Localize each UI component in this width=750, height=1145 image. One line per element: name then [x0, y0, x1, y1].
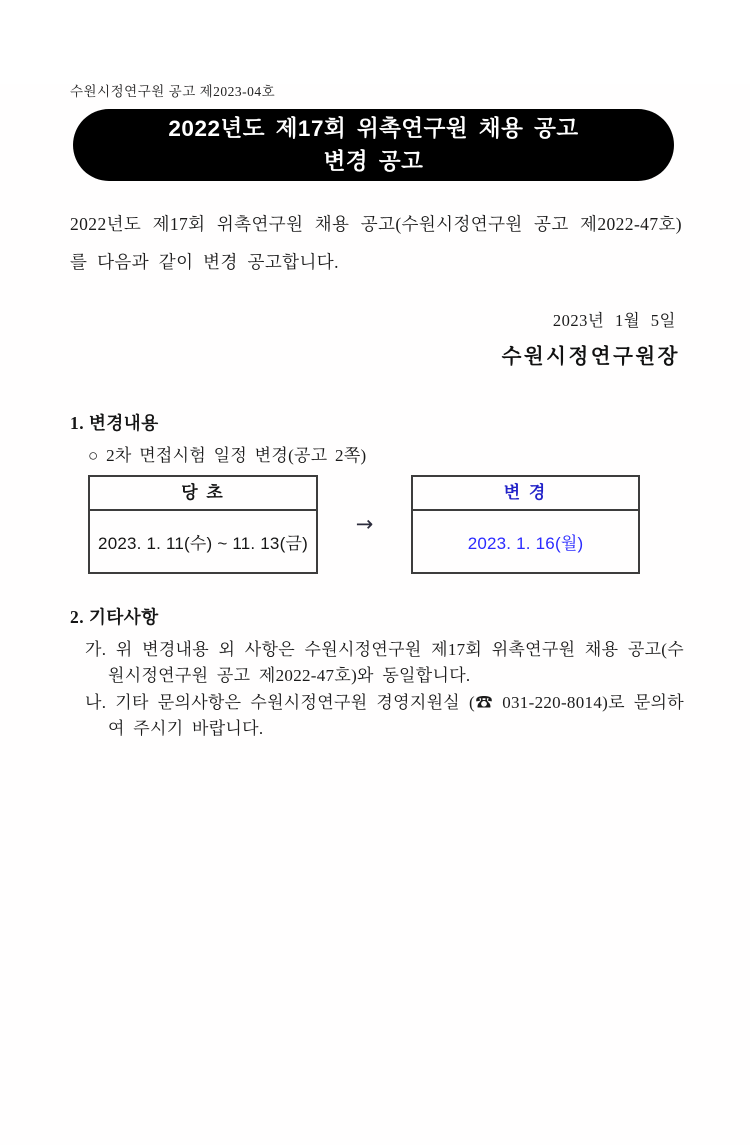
before-box: [88, 475, 318, 574]
banner-title-line1: 2022년도 제17회 위촉연구원 채용 공고: [168, 115, 579, 141]
doc-number: 수원시정연구원 공고 제2023-04호: [70, 84, 276, 99]
list-item-text: 위 변경내용 외 사항은 수원시정연구원 제17회 위촉연구원 채용 공고(수원시정연구원 공고 제2022-47호)와 동일합니다.: [108, 640, 684, 685]
before-value: 2023. 1. 11(수) ~ 11. 13(금): [98, 534, 308, 553]
arrow-right-icon: →: [355, 512, 374, 536]
intro-paragraph: 2022년도 제17회 위촉연구원 채용 공고(수원시정연구원 공고 제2022-47호)를 다음과 같이 변경 공고합니다.: [70, 214, 682, 272]
section1-heading: 1. 변경내용: [70, 413, 159, 433]
section1-bullet: ○ 2차 면접시험 일정 변경(공고 2쪽): [88, 446, 367, 465]
after-box: [411, 475, 640, 574]
list-item: [85, 690, 684, 742]
arrow-gap: [318, 475, 411, 574]
list-item-marker: 나.: [85, 693, 107, 712]
before-header: 당 초: [90, 477, 316, 511]
announcement-date: 2023년 1월 5일: [552, 311, 676, 330]
list-item-text: 기타 문의사항은 수원시정연구원 경영지원실 (☎ 031-220-8014)로 문의하여 주시기 바랍니다.: [108, 693, 684, 738]
title-banner: [73, 109, 674, 181]
misc-list: [85, 637, 684, 742]
document-page: [0, 84, 750, 1145]
after-value: 2023. 1. 16(월): [467, 534, 584, 553]
banner-title-line2: 변경 공고: [323, 148, 424, 174]
list-item: [85, 637, 684, 689]
after-header: 변 경: [413, 477, 638, 511]
list-item-marker: 가.: [85, 640, 107, 659]
change-table: [88, 475, 750, 574]
section2-heading: 2. 기타사항: [70, 607, 159, 627]
signer-title: 수원시정연구원장: [501, 346, 680, 368]
